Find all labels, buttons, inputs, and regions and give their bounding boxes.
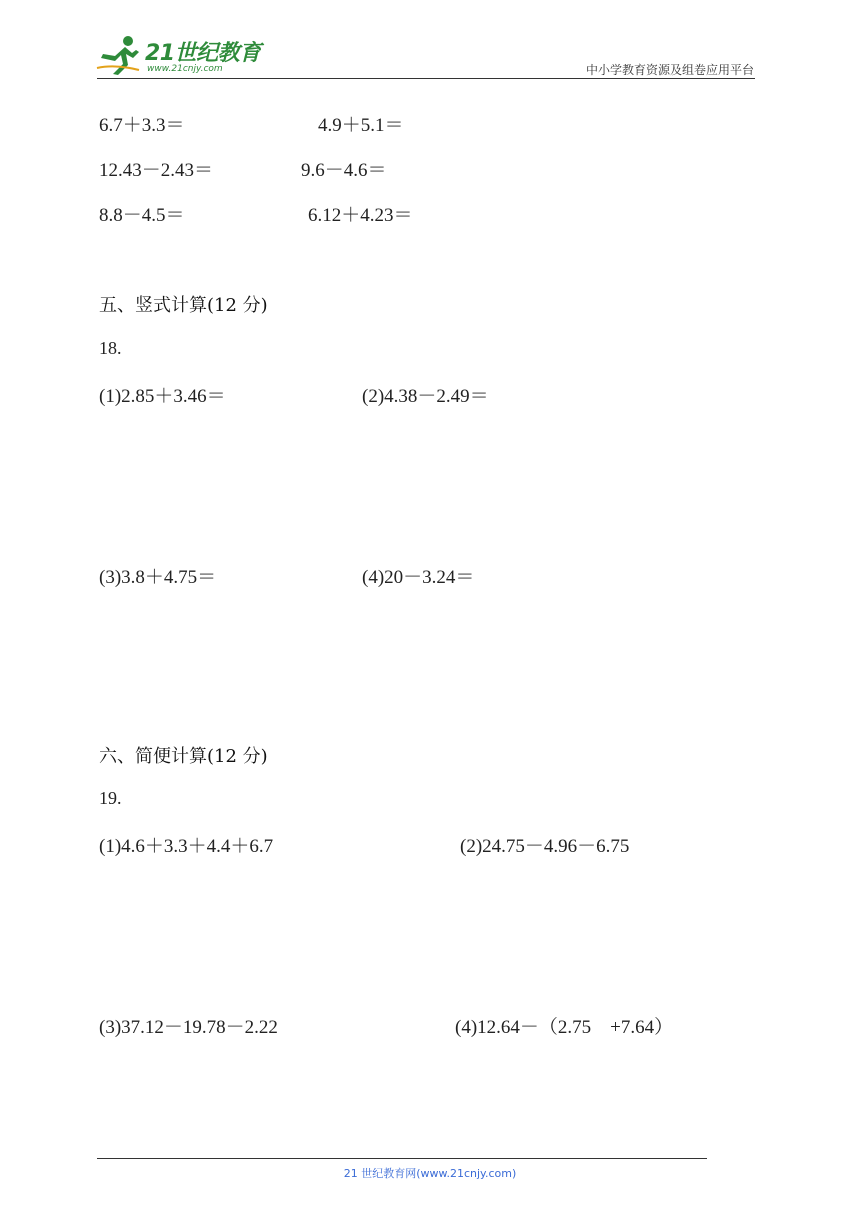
q18-part4: (4)20－3.24＝ <box>362 567 475 588</box>
q18-part3: (3)3.8＋4.75＝ <box>99 567 217 588</box>
header-divider <box>97 78 755 79</box>
question-19-number: 19. <box>99 788 122 808</box>
logo-url: www.21cnjy.com <box>147 64 223 74</box>
oral-row1-left: 6.7＋3.3＝ <box>99 115 185 136</box>
section6-title: 六、简便计算(12 分) <box>99 746 268 767</box>
logo-text: 21世纪教育 <box>145 41 261 66</box>
oral-row2-left: 12.43－2.43＝ <box>99 160 214 181</box>
site-logo <box>95 34 261 78</box>
q18-part1: (1)2.85＋3.46＝ <box>99 386 226 407</box>
q18-part2: (2)4.38－2.49＝ <box>362 386 489 407</box>
oral-row1-right: 4.9＋5.1＝ <box>318 115 404 136</box>
runner-logo-icon <box>95 34 143 76</box>
oral-row3-right: 6.12＋4.23＝ <box>308 205 413 226</box>
q19-part2: (2)24.75－4.96－6.75 <box>460 836 630 857</box>
footer-link[interactable]: 21 世纪教育网(www.21cnjy.com) <box>343 1167 517 1180</box>
footer-divider <box>97 1158 707 1159</box>
q19-part4: (4)12.64－（2.75 +7.64） <box>455 1017 674 1038</box>
header-tagline: 中小学教育资源及组卷应用平台 <box>585 63 754 77</box>
q19-part3: (3)37.12－19.78－2.22 <box>99 1017 278 1038</box>
oral-row2-right: 9.6－4.6＝ <box>301 160 387 181</box>
oral-row3-left: 8.8－4.5＝ <box>99 205 185 226</box>
q19-part1: (1)4.6＋3.3＋4.4＋6.7 <box>99 836 274 857</box>
question-18-number: 18. <box>99 338 122 358</box>
section5-title: 五、竖式计算(12 分) <box>99 295 268 316</box>
